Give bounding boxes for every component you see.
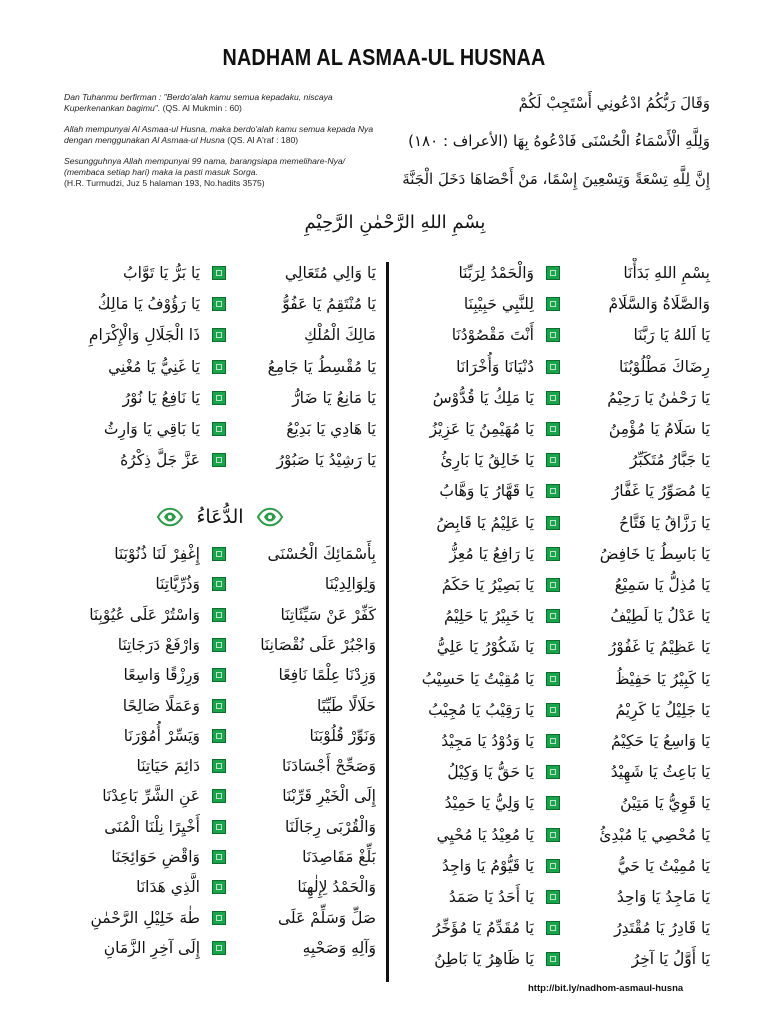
intro-p2-line2: dengan menggunakan Al Asmaa-ul Husna [64, 135, 225, 145]
page-title: NADHAM AL ASMAA-UL HUSNAA [222, 44, 546, 70]
green-square-icon [212, 328, 226, 342]
verse-row [66, 320, 378, 350]
green-square-icon [212, 297, 226, 311]
verse-second-half: أَخْيِرًا نِلْنَا الْمُنَى [104, 817, 200, 836]
floral-ornament-icon [256, 504, 284, 530]
green-square-icon [212, 668, 226, 682]
verse-first-half: وَالْحَمْدُ لِإِلٰهِنَا [297, 878, 376, 897]
verse-second-half: يَا خَبِيْرُ يَا حَلِيْمُ [443, 607, 534, 626]
verse-first-half: إِلَى الْخَيْرِ قَرِّبْنَا [282, 787, 376, 806]
green-square-icon [212, 453, 226, 467]
green-square-icon [546, 547, 560, 561]
verse-first-half: وَالْقُرْبَى رِجَالَنَا [285, 817, 376, 836]
intro-arabic-3: إِنَّ لِلَّهِ تِسْعَةً وَتِسْعِينَ إِسْمًا، مَنْ أَحْصَاهَا دَخَلَ الْجَنَّةَ [402, 170, 710, 188]
verse-second-half: يَا عَلِيْمُ يَا قَابِضُ [436, 513, 534, 532]
column-divider [386, 262, 389, 982]
verse-second-half: يَا بَرُّ يَا تَوَّابُ [123, 264, 200, 282]
verse-first-half: وَصَحِّحْ أَجْسَادَنَا [282, 757, 376, 776]
verse-row [400, 476, 716, 506]
verse-second-half: يَا نَافِعُ يَا نُوْرُ [122, 388, 200, 407]
verse-first-half: بَلِّغْ مَقَاصِدَنَا [302, 848, 376, 866]
verse-row [66, 691, 378, 721]
verse-row [66, 383, 378, 413]
floral-ornament-icon [156, 504, 184, 530]
verse-second-half: يَا حَقُّ يَا وَكِيْلُ [447, 763, 534, 782]
green-square-icon [546, 516, 560, 530]
green-square-icon [212, 850, 226, 864]
verse-row [66, 445, 378, 475]
verse-second-half: لِلنَّبِي حَبِيْبِنَا [463, 295, 534, 314]
verse-second-half: دُنْيَانَا وَأُخْرَانَا [456, 357, 534, 376]
verse-first-half: يَا مُحْصِي يَا مُبْدِئُ [599, 825, 710, 844]
intro-p3-ref: (H.R. Turmudzi, Juz 5 halaman 193, No.hadits 3575) [64, 178, 265, 188]
green-square-icon [212, 266, 226, 280]
verse-first-half: يَا بَاسِطُ يَا خَافِضُ [599, 544, 710, 563]
green-square-icon [546, 765, 560, 779]
verse-second-half: يَا مُقِيْتُ يَا حَسِيْبُ [421, 669, 534, 688]
verse-second-half: وَرِزْقًا وَاسِعًا [123, 666, 200, 685]
verse-first-half: يَا بَاعِثُ يَا شَهِيْدُ [610, 763, 710, 782]
verse-first-half: يَا هَادِي يَا بَدِيْعُ [286, 420, 376, 438]
verse-first-half: يَا رَزَّاقُ يَا فَتَّاحُ [619, 513, 710, 532]
verse-second-half: يَا ظَاهِرُ يَا بَاطِنُ [434, 950, 534, 969]
green-square-icon [546, 952, 560, 966]
green-square-icon [212, 547, 226, 561]
verse-first-half: يَا سَلَامُ يَا مُؤْمِنُ [608, 420, 710, 438]
verse-row [400, 508, 716, 538]
verse-second-half: عَزَّ جَلَّ ذِكْرُهُ [120, 451, 200, 470]
verse-second-half: وَالْحَمْدُ لِرَبِّنَا [458, 264, 534, 282]
verse-first-half: بِسْمِ اللهِ بَدَأْنَا [623, 264, 710, 282]
green-square-icon [546, 828, 560, 842]
verse-first-half: يَا جَلِيْلُ يَا كَرِيْمُ [615, 700, 710, 719]
verse-second-half: يَا بَاقِي يَا وَارِثُ [103, 420, 200, 438]
green-square-icon [546, 360, 560, 374]
intro-arabic-2: وَلِلَّهِ الْأَسْمَاءُ الْحُسْنَى فَادْعُوهُ بِهَا (الأعراف : ١٨٠) [408, 132, 710, 150]
verse-first-half: حَلَالًا طَيِّبًا [316, 696, 376, 715]
verse-row [400, 570, 716, 600]
verse-row [400, 726, 716, 756]
verse-row [400, 383, 716, 413]
verse-first-half: وَاجْبُرْ عَلَى نُقْصَانِنَا [260, 635, 376, 654]
verse-first-half: وَنَوِّرْ قُلُوْبَنَا [309, 726, 376, 745]
verse-row [400, 632, 716, 662]
intro-p3-line2: (membaca setiap hari) maka ia pasti masuk Sorga. [64, 167, 258, 177]
green-square-icon [546, 453, 560, 467]
verse-first-half: يَا مُقْسِطُ يَا جَامِعُ [267, 357, 376, 376]
verse-first-half: يَا وَالِي مُتَعَالِي [284, 264, 376, 282]
verse-row [400, 414, 716, 444]
verse-first-half: وَآلِهِ وَصَحْبِهِ [302, 938, 376, 957]
verse-first-half: يَا أَوَّلُ يَا آخِرُ [631, 950, 710, 969]
verse-first-half: وَلِوَالِدِيْنَا [324, 575, 376, 594]
verse-first-half: يَا وَاسِعُ يَا حَكِيْمُ [610, 732, 710, 750]
verse-first-half: يَا قَادِرُ يَا مُقْتَدِرُ [614, 919, 710, 938]
green-square-icon [212, 911, 226, 925]
verse-first-half: يَا مَانِعُ يَا ضَارُّ [292, 388, 376, 407]
verse-row [66, 781, 378, 811]
verse-second-half: يَا أَحَدُ يَا صَمَدُ [448, 888, 534, 906]
verse-row [400, 664, 716, 694]
verse-second-half: يَا شَكُوْرُ يَا عَلِيُّ [436, 638, 534, 657]
green-square-icon [212, 729, 226, 743]
verse-row [400, 695, 716, 725]
green-square-icon [546, 609, 560, 623]
verse-second-half: يَا وَلِيُّ يَا حَمِيْدُ [444, 794, 534, 813]
intro-p1-line1: Dan Tuhanmu berfirman : "Berdo'alah kamu semua kepadaku, niscaya [64, 92, 333, 102]
intro-p3-line1: Sesungguhnya Allah mempunyai 99 nama, barangsiapa memelihare-Nya/ [64, 156, 346, 166]
verse-row [66, 289, 378, 319]
green-square-icon [546, 328, 560, 342]
basmala-heading: بِسْمِ اللهِ الرَّحْمٰنِ الرَّحِيْمِ [304, 212, 486, 233]
verse-second-half: يَا غَنِيُّ يَا مُغْنِي [108, 357, 200, 376]
verse-second-half: ذَا الْجَلَالِ وَالْإِكْرَامِ [88, 326, 200, 345]
green-square-icon [546, 266, 560, 280]
green-square-icon [546, 391, 560, 405]
green-square-icon [212, 360, 226, 374]
verse-first-half: يَا اَللهُ يَا رَبَّنَا [633, 326, 710, 345]
green-square-icon [212, 391, 226, 405]
verse-row [400, 320, 716, 350]
doa-heading [140, 500, 300, 534]
verse-second-half: إِغْفِرْ لَنَا ذُنُوْبَنَا [114, 545, 200, 563]
verse-row [66, 872, 378, 902]
verse-second-half: وَعَمَلًا صَالِحًا [122, 696, 200, 715]
verse-row [66, 751, 378, 781]
green-square-icon [546, 859, 560, 873]
verse-second-half: يَا مُعِيْدُ يَا مُحْيِي [436, 825, 534, 844]
verse-row [400, 601, 716, 631]
verse-row [400, 258, 716, 288]
verse-row [400, 944, 716, 974]
verse-second-half: وَاقْضِ حَوَائِجَنَا [111, 848, 200, 866]
verse-row [66, 630, 378, 660]
verse-row [66, 352, 378, 382]
intro-paragraph-2 [64, 124, 388, 146]
verse-second-half: وَارْفَعْ دَرَجَاتِنَا [117, 635, 200, 654]
verse-row [400, 913, 716, 943]
verse-first-half: يَا كَبِيْرُ يَا حَفِيْظُ [615, 669, 710, 688]
verse-row [66, 903, 378, 933]
verse-second-half: وَيَسِّرْ أُمُوْرَنَا [123, 726, 200, 745]
verse-second-half: يَا رَقِيْبُ يَا مُجِيْبُ [428, 700, 534, 719]
verse-second-half: يَا بَصِيْرُ يَا حَكَمُ [441, 576, 534, 594]
verse-second-half: يَا رَافِعُ يَا مُعِزُّ [449, 544, 534, 563]
green-square-icon [212, 608, 226, 622]
verse-first-half: بِأَسْمَائِكَ الْحُسْنَى [267, 545, 376, 563]
verse-row [66, 539, 378, 569]
green-square-icon [546, 484, 560, 498]
verse-second-half: وَاسْتُرْ عَلَى عُيُوْبِنَا [89, 605, 200, 624]
verse-row [400, 757, 716, 787]
verse-second-half: يَا مُهَيْمِنُ يَا عَزِيْزُ [429, 420, 534, 438]
green-square-icon [546, 703, 560, 717]
verse-row [66, 569, 378, 599]
green-square-icon [546, 796, 560, 810]
verse-second-half: يَا رَؤُوْفُ يَا مَالِكُ [97, 295, 200, 314]
green-square-icon [546, 734, 560, 748]
green-square-icon [212, 759, 226, 773]
intro-p2-ref: (QS. Al A'raf : 180) [227, 135, 299, 145]
intro-p1-ref: (QS. Al Mukmin : 60) [162, 103, 242, 113]
verse-row [400, 882, 716, 912]
verse-first-half: يَا مَاجِدُ يَا وَاحِدُ [616, 888, 710, 906]
verse-first-half: يَا مُذِلُّ يَا سَمِيْعُ [614, 576, 710, 594]
verse-first-half: يَا قَوِيُّ يَا مَتِيْنُ [620, 794, 710, 813]
verse-second-half: إِلَى آخِرِ الزَّمَانِ [103, 938, 200, 957]
verse-row [66, 660, 378, 690]
verse-first-half: يَا رَشِيْدُ يَا صَبُوْرُ [276, 451, 376, 470]
green-square-icon [546, 640, 560, 654]
verse-row [400, 820, 716, 850]
verse-row [66, 812, 378, 842]
green-square-icon [546, 422, 560, 436]
verse-row [66, 933, 378, 963]
verse-first-half: وَزِدْنَا عِلْمًا نَافِعًا [278, 666, 376, 685]
verse-row [400, 539, 716, 569]
verse-first-half: يَا مُنْتَقِمُ يَا عَفُوُّ [282, 295, 376, 314]
verse-row [66, 842, 378, 872]
green-square-icon [212, 941, 226, 955]
verse-first-half: يَا جَبَّارُ مُتَكَبِّرُ [629, 451, 710, 470]
footer-link[interactable]: http://bit.ly/nadhom-asmaul-husna [528, 983, 684, 994]
green-square-icon [546, 672, 560, 686]
verse-row [66, 721, 378, 751]
green-square-icon [546, 297, 560, 311]
green-square-icon [212, 422, 226, 436]
verse-second-half: يَا خَالِقُ يَا بَارِئُ [440, 451, 534, 470]
verse-second-half: يَا قَهَّارُ يَا وَهَّابُ [439, 482, 534, 501]
verse-second-half: الَّذِي هَدَانَا [136, 878, 200, 897]
green-square-icon [546, 921, 560, 935]
verse-first-half: وَالصَّلَاةُ وَالسَّلَامْ [608, 295, 710, 314]
intro-arabic-1: وَقَالَ رَبُّكُمُ ادْعُونِي أَسْتَجِبْ لَكُمْ [518, 94, 710, 112]
intro-p2-line1: Allah mempunyai Al Asmaa-ul Husna, maka berdo'alah kamu semua kepada Nya [64, 124, 374, 134]
verse-second-half: عَنِ الشَّرِّ بَاعِدْنَا [102, 787, 200, 806]
verse-second-half: طٰهَ خَلِيْلِ الرَّحْمٰنِ [90, 908, 200, 927]
verse-row [400, 352, 716, 382]
verse-first-half: صَلِّ وَسَلِّمْ عَلَى [278, 908, 376, 927]
verse-row [66, 414, 378, 444]
green-square-icon [212, 699, 226, 713]
verse-second-half: وَذُرِّيَّاتِنَا [155, 575, 200, 594]
intro-paragraph-1 [64, 92, 388, 114]
green-square-icon [212, 638, 226, 652]
verse-second-half: يَا مُقَدِّمُ يَا مُؤَخِّرُ [432, 919, 534, 938]
verse-first-half: مَالِكَ الْمُلْكِ [304, 326, 376, 345]
intro-paragraph-3 [64, 156, 388, 189]
verse-first-half: يَا عَدْلُ يَا لَطِيْفُ [610, 607, 710, 626]
green-square-icon [212, 880, 226, 894]
green-square-icon [546, 890, 560, 904]
verse-row [400, 788, 716, 818]
green-square-icon [212, 820, 226, 834]
verse-second-half: دَائِمَ حَيَاتِنَا [136, 757, 200, 776]
green-square-icon [212, 789, 226, 803]
intro-p1-line2: Kuperkenankan bagimu". [64, 103, 161, 113]
green-square-icon [546, 578, 560, 592]
doa-title: الدُّعَاءُ [196, 506, 244, 528]
verse-second-half: أَنْتَ مَقْصُوْدُنَا [451, 326, 534, 345]
verse-first-half: يَا مُمِيْتُ يَا حَيُّ [617, 856, 710, 875]
verse-row [400, 445, 716, 475]
verse-row [400, 851, 716, 881]
verse-first-half: يَا مُصَوِّرُ يَا غَفَّارُ [611, 482, 710, 501]
verse-first-half: يَا رَحْمٰنُ يَا رَحِيْمُ [607, 388, 710, 407]
verse-row [66, 258, 378, 288]
verse-second-half: يَا قَيُّوْمُ يَا وَاجِدُ [441, 856, 534, 875]
verse-first-half: رِضَاكَ مَطْلُوْبُنَا [619, 357, 710, 376]
verse-second-half: يَا وَدُوْدُ يَا مَجِيْدُ [441, 732, 534, 750]
green-square-icon [212, 577, 226, 591]
verse-row [400, 289, 716, 319]
verse-row [66, 600, 378, 630]
verse-second-half: يَا مَلِكُ يَا قُدُّوْسُ [432, 388, 534, 407]
verse-first-half: كَفِّرْ عَنْ سَيِّئَاتِنَا [280, 605, 376, 624]
verse-first-half: يَا عَظِيْمُ يَا غَفُوْرُ [608, 638, 710, 657]
